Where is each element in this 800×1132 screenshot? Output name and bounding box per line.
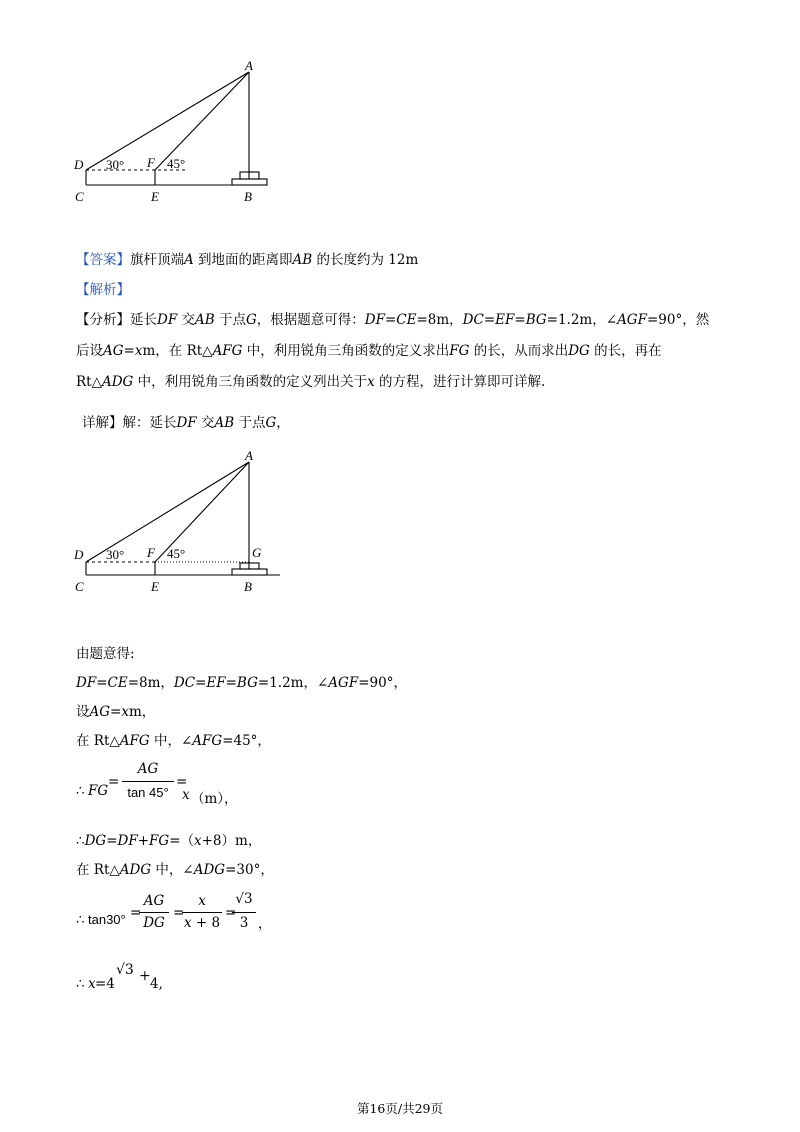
- text-fragment: FG: [149, 833, 170, 849]
- text-fragment: =1.2m，∠: [546, 312, 618, 328]
- text-fragment: =45°，: [222, 733, 271, 749]
- text-fragment: x: [194, 833, 202, 849]
- text-fragment: =: [110, 704, 122, 720]
- text-fragment: AGF: [617, 312, 647, 328]
- fig2-angle-d: 30°: [106, 547, 125, 562]
- text-fragment: A: [184, 252, 194, 268]
- text-fragment: =: [108, 774, 120, 790]
- text-fragment: ，根据题意可得：: [256, 312, 365, 328]
- text-fragment: tan 45°: [127, 785, 169, 800]
- text-fragment: x: [183, 915, 192, 931]
- fig2-label-b: B: [244, 579, 252, 594]
- text-fragment: ∴: [76, 783, 85, 799]
- text-fragment: =（: [169, 833, 194, 849]
- text-fragment: AFG: [119, 733, 150, 749]
- fig1-label-d: D: [74, 157, 84, 172]
- text-fragment: 旗杆顶端: [130, 252, 184, 268]
- text-fragment: +: [137, 833, 150, 849]
- fig1-angle-d: 30°: [106, 157, 125, 172]
- text-fragment: ADG: [119, 862, 152, 878]
- text-fragment: 后设: [76, 343, 103, 359]
- text-fragment: DF: [117, 833, 138, 849]
- text-fragment: BG: [236, 675, 258, 691]
- text-fragment: FG: [449, 343, 470, 359]
- text-fragment: G: [265, 415, 277, 431]
- text-fragment: =8m，: [416, 312, 463, 328]
- text-fragment: 【分析】: [76, 312, 130, 328]
- text-fragment: =: [483, 312, 496, 328]
- text-fragment: 交: [196, 415, 215, 431]
- fig1-label-a: A: [245, 58, 253, 73]
- fenxi-line-1: [76, 314, 709, 328]
- fig1-label-c: C: [75, 189, 84, 204]
- fenxi-line-2: [76, 345, 662, 359]
- text-fragment: =: [225, 675, 237, 691]
- text-fragment: CE: [396, 312, 417, 328]
- solution-step-6: [76, 835, 261, 849]
- text-fragment: + 8: [191, 915, 221, 931]
- text-fragment: x: [121, 704, 129, 720]
- text-fragment: =8m，: [127, 675, 174, 691]
- text-fragment: ∴: [76, 833, 85, 849]
- text-fragment: DG: [143, 915, 165, 931]
- fig2-label-a: A: [245, 448, 253, 463]
- text-fragment: =: [514, 312, 526, 328]
- text-fragment: =: [96, 675, 108, 691]
- fig1-label-b: B: [244, 189, 252, 204]
- figure-1-diagram: [60, 55, 300, 215]
- text-fragment: G: [245, 312, 257, 328]
- text-fragment: 中，利用锐角三角函数的定义列出关于: [133, 374, 368, 390]
- text-fragment: CE: [107, 675, 128, 691]
- text-fragment: DC: [462, 312, 484, 328]
- text-fragment: 的长度约为 12m: [312, 252, 419, 268]
- text-fragment: 中，利用锐角三角函数的定义求出: [242, 343, 450, 359]
- text-fragment: ADG: [193, 862, 226, 878]
- page-footer: 第16页/共29页: [356, 1101, 444, 1116]
- text-fragment: BG: [525, 312, 547, 328]
- text-fragment: x: [182, 787, 190, 803]
- text-fragment: √3: [116, 962, 134, 978]
- solution-step-2: [76, 677, 407, 691]
- text-fragment: DG: [84, 833, 107, 849]
- text-fragment: EF: [206, 675, 226, 691]
- text-fragment: √3: [235, 891, 253, 907]
- detail-line: [82, 417, 290, 431]
- text-fragment: m，: [128, 704, 156, 720]
- text-fragment: =30°，: [225, 862, 274, 878]
- text-fragment: AB: [214, 415, 235, 431]
- text-fragment: AGF: [328, 675, 359, 691]
- text-fragment: DC: [173, 675, 196, 691]
- text-fragment: =90°，然: [646, 312, 710, 328]
- text-fragment: DF: [364, 312, 385, 328]
- text-fragment: AG: [89, 704, 111, 720]
- text-fragment: 延长: [130, 312, 157, 328]
- text-fragment: x: [88, 976, 96, 992]
- text-fragment: =: [384, 312, 397, 328]
- answer-line: [76, 254, 418, 268]
- text-fragment: 于点: [214, 312, 246, 328]
- fig2-label-e: E: [151, 579, 159, 594]
- fig1-angle-f: 45°: [167, 156, 186, 171]
- text-fragment: =: [195, 675, 207, 691]
- text-fragment: 的长，从而求出: [469, 343, 569, 359]
- text-fragment: =: [130, 905, 142, 921]
- text-fragment: DF: [157, 312, 178, 328]
- solution-step-1: 由题意得:: [76, 646, 135, 662]
- fig2-label-g: G: [252, 545, 262, 560]
- text-fragment: ∴: [76, 976, 85, 992]
- fenxi-line-3: [76, 376, 545, 390]
- text-fragment: AFG: [212, 343, 243, 359]
- fig1-label-e: E: [151, 189, 159, 204]
- text-fragment: 到地面的距离即: [193, 252, 293, 268]
- answer-tag: 【答案】: [76, 252, 130, 268]
- text-fragment: x: [367, 374, 375, 390]
- solution-step-4: [76, 735, 271, 749]
- text-fragment: 交: [177, 312, 195, 328]
- analysis-tag: 【解析】: [76, 282, 130, 298]
- text-fragment: =: [176, 774, 188, 790]
- text-fragment: +: [139, 968, 151, 984]
- text-fragment: tan30°: [88, 912, 126, 927]
- solution-step-7: [76, 864, 274, 878]
- text-fragment: 3: [239, 915, 249, 931]
- fig2-label-c: C: [75, 579, 84, 594]
- text-fragment: ，: [276, 415, 290, 431]
- text-fragment: EF: [495, 312, 515, 328]
- text-fragment: AG: [103, 343, 124, 359]
- text-fragment: DF: [76, 675, 97, 691]
- text-fragment: 详解】解：延长: [82, 415, 177, 431]
- text-fragment: =90°，: [358, 675, 407, 691]
- text-fragment: Rt△: [76, 374, 102, 390]
- text-fragment: AG: [143, 893, 165, 909]
- text-fragment: 设: [76, 704, 90, 720]
- text-fragment: =: [106, 833, 118, 849]
- text-fragment: AFG: [192, 733, 223, 749]
- text-fragment: x: [134, 343, 143, 359]
- text-fragment: 于点: [234, 415, 266, 431]
- text-fragment: =: [123, 343, 135, 359]
- text-fragment: DF: [176, 415, 197, 431]
- text-fragment: AB: [292, 252, 313, 268]
- figure-2-diagram: [60, 445, 300, 605]
- text-fragment: =: [173, 905, 185, 921]
- text-fragment: （m），: [191, 791, 238, 807]
- text-fragment: DG: [568, 343, 590, 359]
- text-fragment: 4,: [150, 976, 163, 992]
- text-fragment: 的方程，进行计算即可详解.: [374, 374, 546, 390]
- text-fragment: 在 Rt△: [76, 862, 120, 878]
- fig2-label-d: D: [74, 547, 84, 562]
- text-fragment: ADG: [101, 374, 134, 390]
- text-fragment: =: [225, 905, 237, 921]
- text-fragment: 的长，再在: [589, 343, 662, 359]
- text-fragment: x: [198, 893, 206, 909]
- text-fragment: 中，∠: [151, 862, 194, 878]
- text-fragment: ∴: [76, 912, 85, 928]
- text-fragment: ，: [258, 916, 272, 932]
- solution-step-3: [76, 706, 155, 720]
- fig1-label-f: F: [147, 155, 155, 170]
- text-fragment: 中，∠: [149, 733, 193, 749]
- text-fragment: AG: [137, 761, 159, 777]
- text-fragment: +8）m，: [201, 833, 262, 849]
- text-fragment: AB: [195, 312, 215, 328]
- text-fragment: 在 Rt△: [76, 733, 120, 749]
- text-fragment: =1.2m，∠: [257, 675, 329, 691]
- text-fragment: FG: [88, 783, 109, 799]
- text-fragment: m，在 Rt△: [142, 343, 213, 359]
- text-fragment: =4: [95, 976, 115, 992]
- fig2-label-f: F: [147, 545, 155, 560]
- fig2-angle-f: 45°: [167, 546, 186, 561]
